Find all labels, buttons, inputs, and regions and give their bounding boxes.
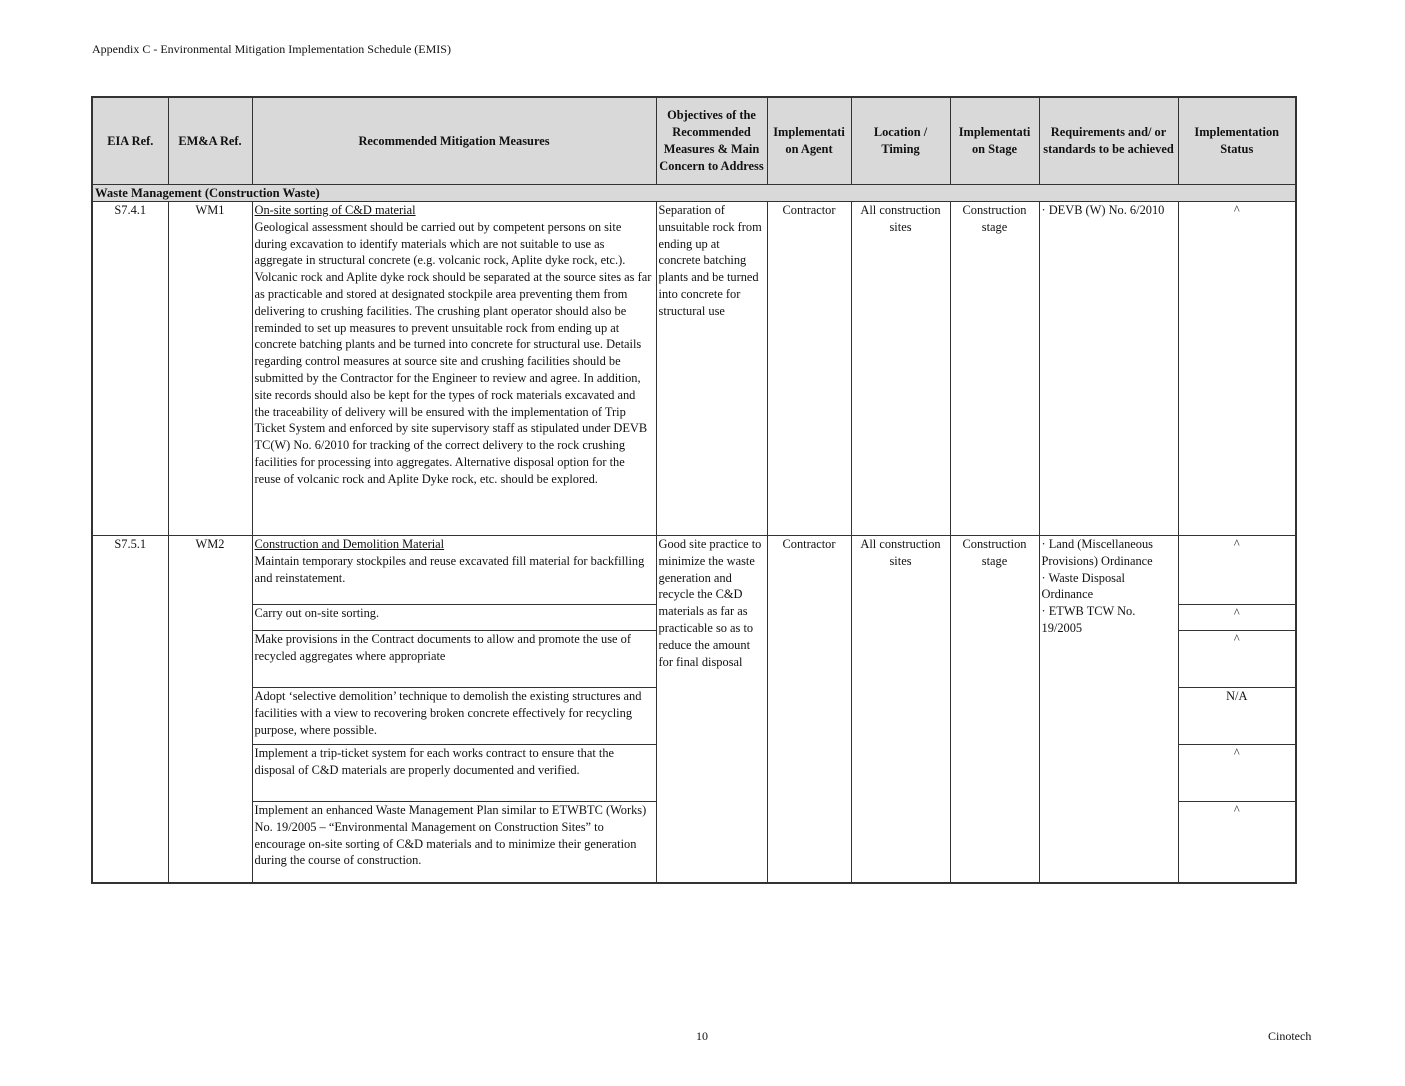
agent-cell: Contractor — [767, 202, 851, 536]
measure-text: Maintain temporary stockpiles and reuse excavated fill material for backfilling and reinstatement. — [254, 553, 645, 585]
measure-item — [253, 745, 656, 802]
status-cell: ^ — [1178, 202, 1296, 536]
section-title: Waste Management (Construction Waste) — [92, 185, 1296, 202]
measure-item — [253, 688, 656, 745]
header-stage: Implementati on Stage — [950, 97, 1039, 185]
location-cell: All construction sites — [851, 536, 950, 884]
requirement-item: · DEVB (W) No. 6/2010 — [1041, 203, 1165, 217]
status-cell — [1178, 536, 1296, 884]
status-item: ^ — [1233, 803, 1240, 817]
status-item: ^ — [1179, 605, 1296, 631]
section-row — [92, 185, 1296, 202]
measure-text: Adopt ‘selective demolition’ technique to demolish the existing structures and facilities with a view to recovering broken concrete effectively for recycling purpose, where possible. — [254, 689, 642, 737]
measure-text: Geological assessment should be carried out by competent persons on site during excavation to identify materials which are not suitable to use as aggregate in structural concrete (e.g. volcanic rock, Aplite dyke rock, etc.). Volcanic rock and Aplite dyke rock should be separated at the source sites as far as practicable and stored at designated stockpile area preventing them from delivering to crushing facilities. The crushing plant operator should also be reminded to set up measures to prevent unsuitable rock from ending up at concrete batching plants and be turned into concrete for structural use. Details regarding control measures at source site and crushing facilities should be submitted by the Contractor for the Engineer to review and agree. In addition, site records should also be kept for the types of rock materials excavated and the traceability of delivery will be ensured with the implementation of Trip Ticket System and enforced by site supervisory staff as stipulated under DEVB TC(W) No. 6/2010 for tracking of the correct delivery to the rock crushing facilities for processing into aggregates. Alternative disposal option for the reuse of volcanic rock and Aplite Dyke rock, etc. should be explored. — [254, 219, 652, 486]
header-ema-ref: EM&A Ref. — [168, 97, 252, 185]
requirement-item: · Land (Miscellaneous Provisions) Ordinance — [1041, 537, 1153, 568]
stage-cell: Construction stage — [950, 536, 1039, 884]
objectives-cell: Good site practice to minimize the waste generation and recycle the C&D materials as far as practicable so as to reduce the amount for final disposal — [656, 536, 767, 884]
header-status: Implementation Status — [1178, 97, 1296, 185]
requirements-cell — [1039, 536, 1178, 884]
status-item: ^ — [1179, 745, 1296, 802]
document-title: Appendix C - Environmental Mitigation Implementation Schedule (EMIS) — [92, 42, 451, 56]
measure-text: Implement a trip-ticket system for each works contract to ensure that the disposal of C&D materials are properly documented and verified. — [254, 746, 615, 777]
header-location: Location / Timing — [851, 97, 950, 185]
table-header-row — [92, 97, 1296, 185]
measure-heading: On-site sorting of C&D material — [254, 203, 416, 217]
measure-item — [253, 536, 656, 605]
header-measures: Recommended Mitigation Measures — [252, 97, 656, 185]
measure-text: Carry out on-site sorting. — [254, 606, 380, 620]
page-number: 10 — [696, 1029, 708, 1043]
measures-cell — [252, 202, 656, 536]
objectives-cell: Separation of unsuitable rock from ending up at concrete batching plants and be turned into concrete for structural use — [656, 202, 767, 536]
requirement-item: · Waste Disposal Ordinance — [1041, 570, 1125, 602]
measure-heading: Construction and Demolition Material — [254, 537, 445, 551]
company-name: Cinotech — [1268, 1029, 1312, 1043]
measure-text: Implement an enhanced Waste Management Plan similar to ETWBTC (Works) No. 19/2005 – “Environmental Management on Construction Sites” to encourage on-site sorting of C&D materials and to minimize their generation during the course of construction. — [254, 803, 647, 868]
location-cell: All construction sites — [851, 202, 950, 536]
measure-item — [253, 605, 656, 631]
stage-cell: Construction stage — [950, 202, 1039, 536]
measures-cell — [252, 536, 656, 884]
ema-ref-cell: WM2 — [168, 536, 252, 884]
measure-item — [253, 802, 656, 882]
measure-item — [253, 631, 656, 688]
status-item: ^ — [1179, 536, 1296, 605]
header-requirements: Requirements and/ or standards to be achieved — [1039, 97, 1178, 185]
requirements-cell — [1039, 202, 1178, 536]
ema-ref-cell: WM1 — [168, 202, 252, 536]
agent-cell: Contractor — [767, 536, 851, 884]
eia-ref-cell: S7.5.1 — [92, 536, 168, 884]
eia-ref-cell: S7.4.1 — [92, 202, 168, 536]
status-item: N/A — [1179, 688, 1296, 745]
status-item: ^ — [1179, 631, 1296, 688]
table-row — [92, 202, 1296, 536]
measure-text: Make provisions in the Contract documents to allow and promote the use of recycled aggregates where appropriate — [254, 632, 631, 663]
requirement-item: · ETWB TCW No. 19/2005 — [1041, 604, 1136, 635]
header-agent: Implementati on Agent — [767, 97, 851, 185]
table-row — [92, 536, 1296, 884]
emis-table — [91, 96, 1297, 884]
header-objectives: Objectives of the Recommended Measures & Main Concern to Address — [656, 97, 767, 185]
header-eia-ref: EIA Ref. — [92, 97, 168, 185]
